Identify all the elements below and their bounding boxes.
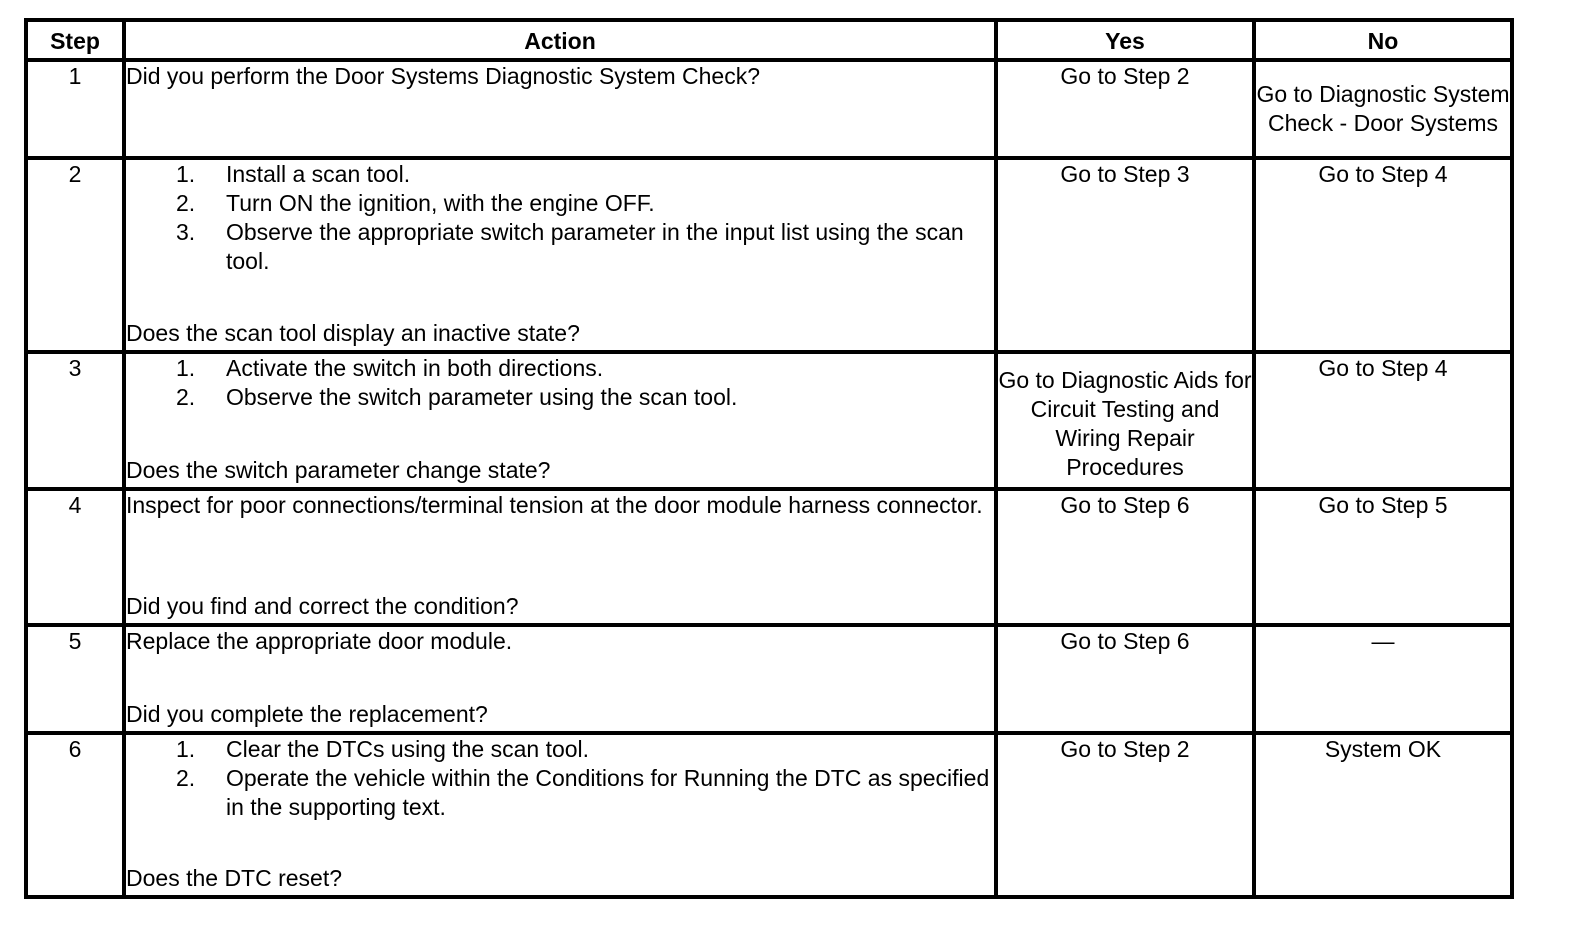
action-cell [124, 158, 996, 352]
list-item: 2. Operate the vehicle within the Conditions for Running the DTC as specified in the supporting text. [176, 765, 990, 820]
list-item: 1. Install a scan tool. [176, 161, 411, 187]
step-number: 5 [26, 625, 124, 733]
list-item: 2. Turn ON the ignition, with the engine OFF. [176, 190, 655, 216]
question-text: Does the scan tool display an inactive state? [126, 320, 580, 346]
header-row [26, 20, 1512, 60]
no-cell: — [1254, 625, 1512, 733]
yes-cell: Go to Step 3 [996, 158, 1254, 352]
action-text: Inspect for poor connections/terminal tension at the door module harness connector. [126, 492, 983, 518]
action-text: Replace the appropriate door module. [126, 628, 513, 654]
no-cell: System OK [1254, 733, 1512, 897]
yes-cell: Go to Step 2 [996, 733, 1254, 897]
no-cell: Go to Step 4 [1254, 158, 1512, 352]
list-item: 3. Observe the appropriate switch parameter in the input list using the scan tool. [176, 219, 964, 274]
step-number: 4 [26, 489, 124, 625]
table-row-step-3 [26, 352, 1512, 489]
question-text: Did you find and correct the condition? [126, 593, 519, 619]
no-cell: Go to Diagnostic System Check - Door Systems [1254, 60, 1512, 158]
yes-cell: Go to Diagnostic Aids for Circuit Testing and Wiring Repair Procedures [996, 352, 1254, 489]
no-cell: Go to Step 4 [1254, 352, 1512, 489]
instruction-list [126, 160, 994, 276]
table-row-step-1 [26, 60, 1512, 158]
table-row-step-5 [26, 625, 1512, 733]
header-step: Step [26, 20, 124, 60]
question-text: Does the DTC reset? [126, 865, 343, 891]
yes-cell: Go to Step 6 [996, 489, 1254, 625]
question-text: Did you complete the replacement? [126, 701, 488, 727]
header-no: No [1254, 20, 1512, 60]
action-cell [124, 60, 996, 158]
step-number: 2 [26, 158, 124, 352]
action-text: Did you perform the Door Systems Diagnostic System Check? [126, 63, 761, 89]
header-action: Action [124, 20, 996, 60]
action-cell [124, 625, 996, 733]
yes-cell: Go to Step 6 [996, 625, 1254, 733]
action-cell [124, 489, 996, 625]
step-number: 3 [26, 352, 124, 489]
step-number: 1 [26, 60, 124, 158]
question-text: Does the switch parameter change state? [126, 457, 551, 483]
diagnostic-table [24, 18, 1514, 899]
table-row-step-2 [26, 158, 1512, 352]
no-cell: Go to Step 5 [1254, 489, 1512, 625]
action-cell [124, 352, 996, 489]
table-row-step-4 [26, 489, 1512, 625]
list-item: 1. Activate the switch in both directions. [176, 355, 604, 381]
header-yes: Yes [996, 20, 1254, 60]
step-number: 6 [26, 733, 124, 897]
yes-cell: Go to Step 2 [996, 60, 1254, 158]
action-cell [124, 733, 996, 897]
list-item: 1. Clear the DTCs using the scan tool. [176, 736, 590, 762]
instruction-list [126, 354, 994, 412]
list-item: 2. Observe the switch parameter using the scan tool. [176, 384, 738, 410]
instruction-list [126, 735, 994, 822]
table-row-step-6 [26, 733, 1512, 897]
